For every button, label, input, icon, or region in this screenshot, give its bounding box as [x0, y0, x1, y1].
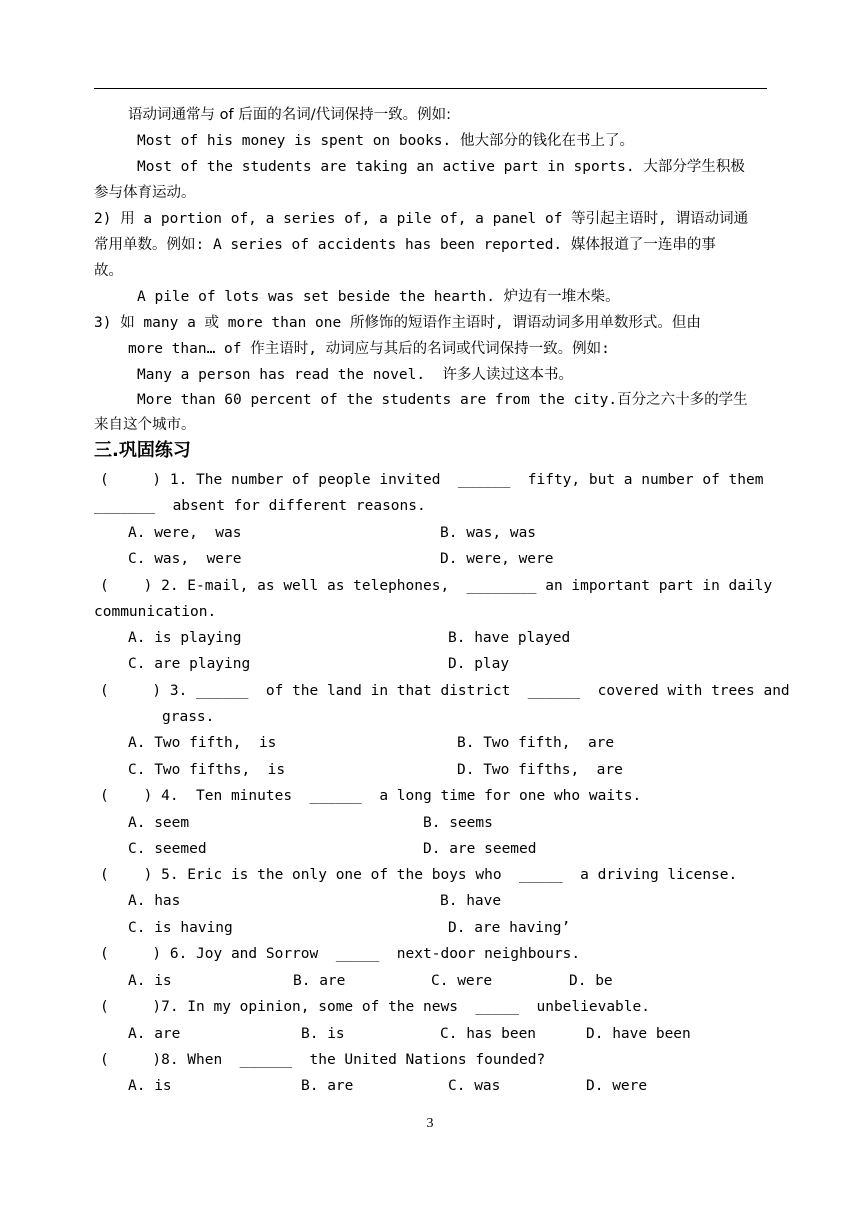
option-d: D. were, were [440, 551, 554, 567]
note-example: Most of his money is spent on books. 他大部分的钱化在书上了。 [137, 133, 634, 149]
option-b: B. Two fifth, are [457, 735, 615, 751]
option-c: C. are playing [128, 656, 251, 672]
option-d: D. be [569, 973, 613, 989]
note-line: 故。 [94, 263, 123, 279]
question-stem: ( ) 3. ______ of the land in that district ______ covered with trees and [100, 683, 790, 699]
question-stem: communication. [94, 604, 217, 620]
note-rule-2: 2) 用 a portion of, a series of, a pile of, a panel of 等引起主语时, 谓语动词通 [94, 211, 749, 227]
option-b: B. are [301, 1078, 354, 1094]
option-c: C. has been [440, 1026, 537, 1042]
option-b: B. seems [423, 815, 493, 831]
page-number: 3 [426, 1116, 434, 1131]
header-rule [94, 88, 767, 89]
option-b: B. are [293, 973, 346, 989]
note-example: Many a person has read the novel. 许多人读过这本书。 [137, 367, 574, 383]
option-c: C. Two fifths, is [128, 762, 286, 778]
option-b: B. have played [448, 630, 571, 646]
note-line: 常用单数。例如: A series of accidents has been reported. 媒体报道了一连串的事 [94, 237, 716, 253]
option-a: A. are [128, 1026, 181, 1042]
section-title: 三.巩固练习 [94, 440, 191, 461]
option-c: C. seemed [128, 841, 207, 857]
note-line: 参与体育运动。 [94, 185, 196, 201]
option-d: D. are having’ [448, 920, 571, 936]
option-c: C. was, were [128, 551, 242, 567]
option-c: C. were [431, 973, 493, 989]
option-b: B. is [301, 1026, 345, 1042]
option-a: A. is playing [128, 630, 242, 646]
question-stem: ( ) 5. Eric is the only one of the boys who _____ a driving license. [100, 867, 738, 883]
option-c: C. is having [128, 920, 233, 936]
option-a: A. seem [128, 815, 190, 831]
question-stem: ( ) 1. The number of people invited ______ fifty, but a number of them [100, 472, 764, 488]
option-b: B. was, was [440, 525, 537, 541]
note-line: 语动词通常与 of 后面的名词/代词保持一致。例如: [128, 107, 451, 123]
note-example: More than 60 percent of the students are from the city.百分之六十多的学生 [137, 392, 748, 408]
question-stem: ( ) 4. Ten minutes ______ a long time for one who waits. [100, 788, 642, 804]
note-line: 来自这个城市。 [94, 417, 196, 433]
option-a: A. is [128, 1078, 172, 1094]
question-stem: grass. [162, 709, 215, 725]
option-a: A. is [128, 973, 172, 989]
question-stem: _______ absent for different reasons. [94, 498, 426, 514]
option-a: A. were, was [128, 525, 242, 541]
option-b: B. have [440, 893, 502, 909]
question-stem: ( ) 2. E-mail, as well as telephones, ________ an important part in daily [100, 578, 773, 594]
option-a: A. Two fifth, is [128, 735, 277, 751]
option-d: D. are seemed [423, 841, 537, 857]
option-a: A. has [128, 893, 181, 909]
option-d: D. Two fifths, are [457, 762, 623, 778]
note-line: more than… of 作主语时, 动词应与其后的名词或代词保持一致。例如: [128, 341, 610, 357]
note-rule-3: 3) 如 many a 或 more than one 所修饰的短语作主语时, 谓语动词多用单数形式。但由 [94, 315, 701, 331]
option-c: C. was [448, 1078, 501, 1094]
option-d: D. play [448, 656, 510, 672]
option-d: D. were [586, 1078, 648, 1094]
note-example: A pile of lots was set beside the hearth. 炉边有一堆木柴。 [137, 289, 620, 305]
option-d: D. have been [586, 1026, 691, 1042]
question-stem: ( ) 6. Joy and Sorrow _____ next-door neighbours. [100, 946, 581, 962]
question-stem: ( )8. When ______ the United Nations founded? [100, 1052, 546, 1068]
note-example: Most of the students are taking an active part in sports. 大部分学生积极 [137, 159, 745, 175]
question-stem: ( )7. In my opinion, some of the news _____ unbelievable. [100, 999, 650, 1015]
